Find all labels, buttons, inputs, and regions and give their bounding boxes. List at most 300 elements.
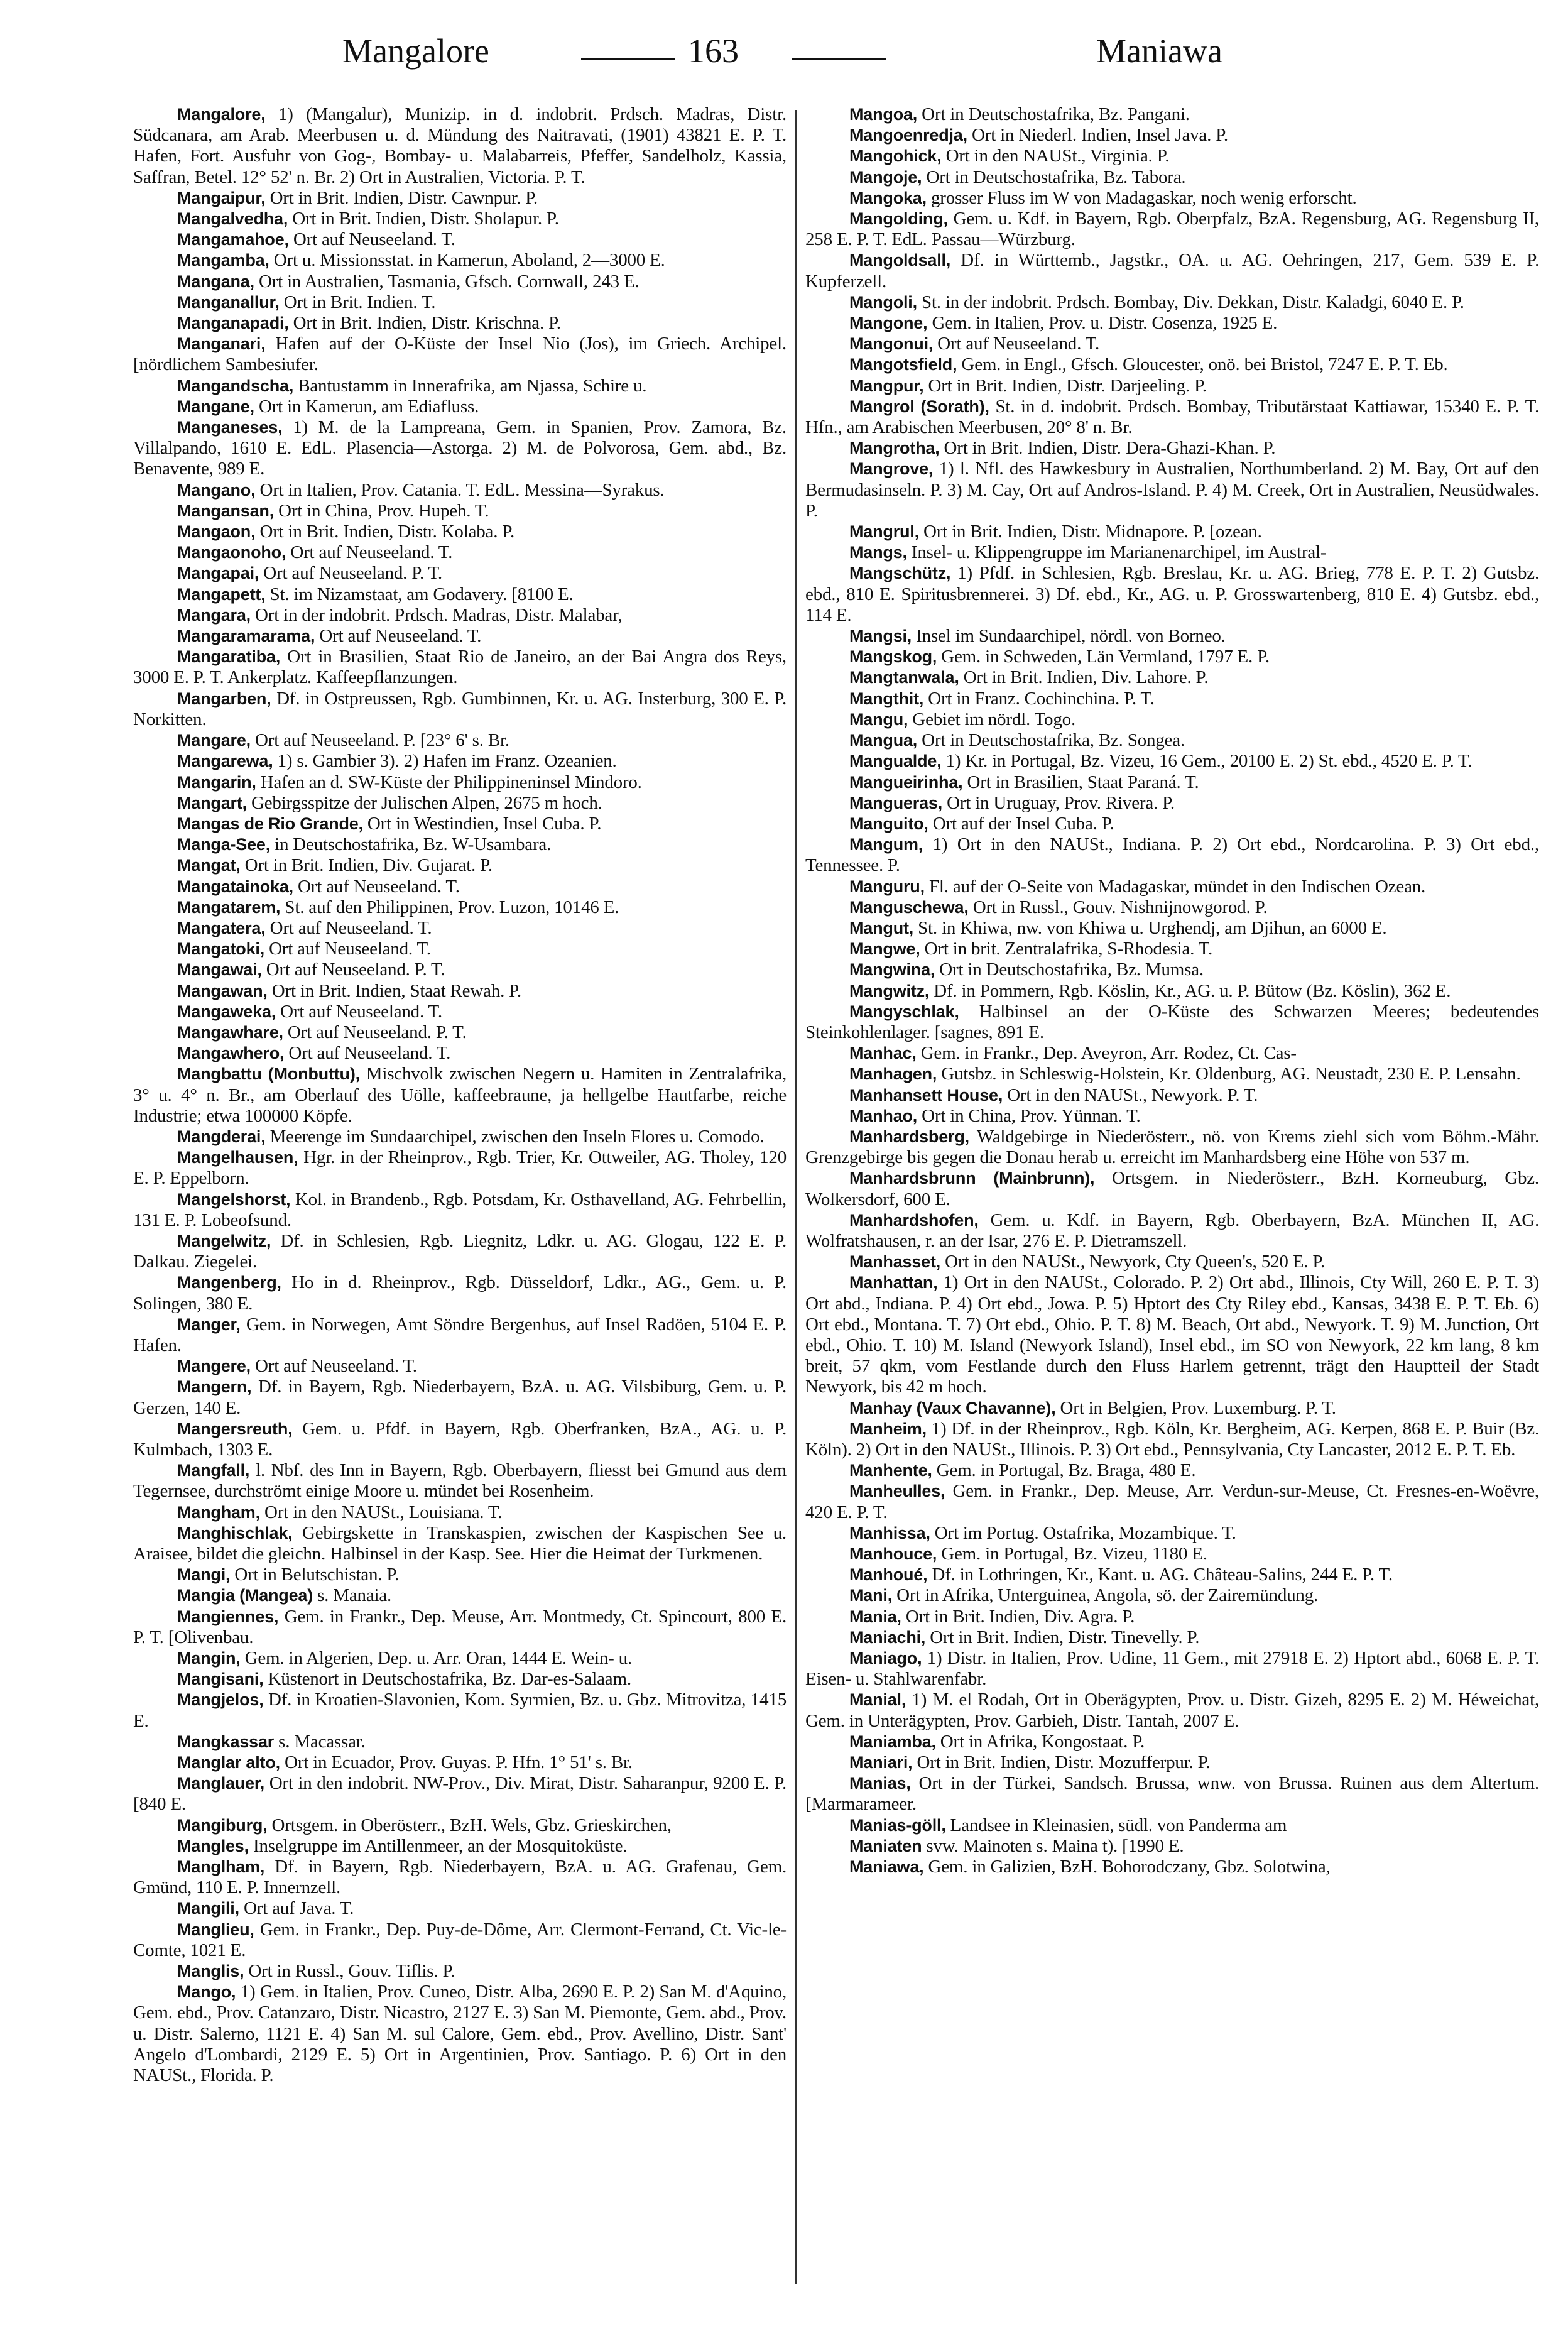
entry-headword: Mangatarem, — [177, 897, 281, 917]
entry-headword: Mangare, — [177, 731, 251, 750]
entry-text: Kol. in Brandenb., Rgb. Potsdam, Kr. Osthavelland, AG. Fehrbellin, 131 E. P. Lobeofsund. — [133, 1189, 787, 1230]
gazetteer-entry — [805, 209, 1539, 250]
entry-text: Gem. in Algerien, Dep. u. Arr. Oran, 1444 E. Wein- u. — [240, 1648, 632, 1669]
entry-text: Hafen an d. SW-Küste der Philippineninsel Mindoro. — [256, 772, 642, 792]
entry-headword: Manglauer, — [177, 1774, 265, 1793]
gazetteer-entry — [133, 1773, 787, 1815]
gazetteer-entry — [133, 1982, 787, 2086]
gazetteer-entry — [133, 1585, 787, 1606]
gazetteer-entry — [133, 626, 787, 647]
entry-text: Gem. in Schweden, Län Vermland, 1797 E. P. — [937, 647, 1270, 667]
gazetteer-entry — [805, 292, 1539, 313]
gazetteer-entry — [805, 877, 1539, 897]
entry-headword: Mangs, — [849, 543, 907, 562]
gazetteer-entry — [805, 1106, 1539, 1127]
entry-text: Ort auf Neuseeland. P. [23° 6' s. Br. — [250, 730, 509, 751]
gazetteer-entry — [805, 563, 1539, 626]
entry-text: Ort in Deutschostafrika, Bz. Songea. — [917, 730, 1185, 751]
entry-text: Ort auf Neuseeland. P. T. — [259, 563, 442, 584]
entry-text: Gem. u. Pfdf. in Bayern, Rgb. Oberfranken, BzA., AG. u. P. Kulmbach, 1303 E. — [133, 1418, 787, 1460]
entry-text: Gem. in Frankr., Dep. Puy-de-Dôme, Arr. Clermont-Ferrand, Ct. Vic-le-Comte, 1021 E. — [133, 1919, 787, 1960]
entry-text: Ort in Deutschostafrika, Bz. Pangani. — [917, 104, 1190, 124]
gazetteer-entry — [133, 1732, 787, 1752]
entry-text: Ort in brit. Zentralafrika, S-Rhodesia. T. — [920, 939, 1213, 959]
gazetteer-entry — [133, 689, 787, 730]
entry-text: Mischvolk zwischen Negern u. Hamiten in Zentralafrika, 3° u. 4° n. Br., am Oberlauf des Uölle, kaffeebraune, ja hellgelbe Hautfarbe, reiche Industrie; etwa 100000 Köpfe. — [133, 1064, 787, 1126]
gazetteer-entry — [133, 1231, 787, 1272]
entry-headword: Mangua, — [849, 731, 918, 750]
entry-text: Ort auf der Insel Cuba. P. — [928, 813, 1114, 834]
header-rule — [792, 58, 886, 60]
gazetteer-entry — [805, 459, 1539, 522]
entry-text: Insel- u. Klippengruppe im Marianenarchipel, im Austral- — [906, 542, 1327, 563]
entry-text: Ort in Brasilien, Staat Paraná. T. — [962, 772, 1199, 792]
entry-headword: Manhac, — [849, 1044, 917, 1063]
entry-text: St. in d. indobrit. Prdsch. Bombay, Tributärstaat Kattiawar, 15340 E. P. T. Hfn., am Arabischen Meerbusen, 20° 8' n. Br. — [805, 396, 1539, 438]
entry-text: Ort in den NAUSt., Newyork. P. T. — [1003, 1084, 1258, 1105]
gazetteer-entry — [133, 1064, 787, 1127]
entry-headword: Mangfall, — [177, 1461, 250, 1480]
entry-text: Gem. in Portugal, Bz. Vizeu, 1180 E. — [937, 1544, 1207, 1565]
entry-headword: Mangaweka, — [177, 1002, 276, 1021]
entry-headword: Mangisani, — [177, 1669, 264, 1689]
entry-text: Gebiet im nördl. Togo. — [908, 709, 1075, 729]
gazetteer-entry — [133, 814, 787, 834]
entry-headword: Mangamba, — [177, 251, 270, 270]
entry-headword: Manias, — [849, 1774, 911, 1793]
gazetteer-entry — [133, 959, 787, 980]
entry-text: Ort in den NAUSt., Newyork, Cty Queen's, 520 E. P. — [940, 1252, 1326, 1272]
entry-text: 1) l. Nfl. des Hawkesbury in Australien, Northumberland. 2) M. Bay, Ort auf den Bermudasinseln. P. 3) M. Cay, Ort auf Andros-Island. P. 4) M. Creek, Ort in Australien, Neusüdwales. P. — [805, 459, 1539, 521]
entry-headword: Manglieu, — [177, 1920, 254, 1939]
gazetteer-entry — [805, 1002, 1539, 1043]
entry-headword: Mangut, — [849, 918, 914, 937]
entry-headword: Mangamahoe, — [177, 230, 289, 249]
entry-headword: Maniaten — [849, 1836, 922, 1855]
gazetteer-entry — [805, 1064, 1539, 1084]
entry-headword: Mangskog, — [849, 647, 937, 667]
entry-text: Ort auf Neuseeland. T. — [286, 542, 453, 563]
gazetteer-entry — [805, 1585, 1539, 1606]
entry-text: Gem. in Galizien, BzH. Bohorodczany, Gbz. Solotwina, — [923, 1857, 1331, 1877]
entry-headword: Mangarewa, — [177, 751, 273, 771]
entry-text: Ort in Russl., Gouv. Nishnijnowgorod. P. — [968, 897, 1268, 917]
entry-text: Bantustamm in Innerafrika, am Njassa, Schire u. — [293, 375, 647, 396]
entry-headword: Mangatoki, — [177, 939, 265, 959]
gazetteer-entry — [805, 1815, 1539, 1836]
gazetteer-entry — [133, 1815, 787, 1836]
gazetteer-entry — [133, 1272, 787, 1314]
entry-headword: Mangatera, — [177, 918, 266, 937]
running-head-left: Mangalore — [342, 32, 489, 70]
entry-headword: Mangansan, — [177, 501, 275, 520]
gazetteer-entry — [805, 751, 1539, 772]
entry-headword: Mangotsfield, — [849, 355, 957, 374]
entry-headword: Mangiburg, — [177, 1815, 268, 1835]
gazetteer-entry — [805, 626, 1539, 647]
gazetteer-entry — [805, 1773, 1539, 1815]
gazetteer-entry — [133, 104, 787, 188]
entry-text: Ort auf Neuseeland. T. — [250, 1356, 417, 1377]
entry-text: Gebirgskette in Transkaspien, zwischen der Kaspischen See u. Araisee, bildet die gleichn. Halbinsel in der Kasp. See. Hier die Heimat der Turkmenen. — [133, 1522, 787, 1565]
gazetteer-entry — [805, 834, 1539, 876]
entry-headword: Manguschewa, — [849, 897, 969, 917]
gazetteer-entry — [805, 959, 1539, 980]
gazetteer-entry — [133, 1669, 787, 1690]
gazetteer-entry — [805, 1690, 1539, 1731]
gazetteer-entry — [133, 376, 787, 396]
gazetteer-entry — [133, 730, 787, 751]
entry-text: 1) Kr. in Portugal, Bz. Vizeu, 16 Gem., 20100 E. 2) St. ebd., 4520 E. P. T. — [941, 751, 1473, 772]
entry-text: Insel im Sundaarchipel, nördl. von Borneo. — [912, 626, 1226, 647]
gazetteer-entry — [133, 334, 787, 375]
gazetteer-entry — [805, 146, 1539, 167]
gazetteer-entry — [805, 1043, 1539, 1064]
entry-headword: Mangapett, — [177, 584, 266, 604]
entry-headword: Mangonui, — [849, 334, 934, 354]
gazetteer-entry — [133, 417, 787, 480]
gazetteer-entry — [133, 188, 787, 209]
gazetteer-entry — [805, 1857, 1539, 1877]
entry-headword: Mani, — [849, 1586, 893, 1605]
gazetteer-entry — [805, 689, 1539, 709]
entry-headword: Mangawan, — [177, 981, 268, 1000]
entry-text: Landsee in Kleinasien, südl. von Panderma am — [945, 1815, 1287, 1835]
entry-headword: Mangoa, — [849, 105, 918, 124]
entry-text: Ort auf Neuseeland. T. — [276, 1001, 442, 1022]
entry-headword: Mangili, — [177, 1899, 239, 1918]
entry-headword: Mangoenredja, — [849, 126, 967, 145]
gazetteer-entry — [805, 1544, 1539, 1565]
entry-text: Waldgebirge in Niederösterr., nö. von Krems ziehl sich vom Böhm.-Mähr. Grenzgebirge bis gegen die Donau herab u. erreicht im Manhardsberg eine Höhe von 537 m. — [805, 1126, 1539, 1168]
entry-text: Ort auf Neuseeland. T. — [284, 1043, 451, 1064]
entry-text: Ort in Brasilien, Staat Rio de Janeiro, an der Bai Angra dos Reys, 3000 E. P. T. Ankerplatz. Kaffeepflanzungen. — [133, 647, 787, 688]
entry-headword: Manhente, — [849, 1461, 932, 1480]
gazetteer-entry — [805, 1085, 1539, 1106]
entry-text: Ort in der Türkei, Sandsch. Brussa, wnw. von Brussa. Ruinen aus dem Altertum. [Marmarameer. — [805, 1773, 1539, 1815]
gazetteer-entry — [805, 1627, 1539, 1648]
entry-text: Ort in Brit. Indien, Div. Agra. P. — [901, 1606, 1135, 1627]
entry-headword: Mangia (Mangea) — [177, 1586, 313, 1605]
entry-headword: Maniari, — [849, 1753, 913, 1772]
entry-text: Ort in China, Prov. Yünnan. T. — [917, 1105, 1141, 1126]
entry-headword: Mangelhausen, — [177, 1148, 298, 1167]
gazetteer-entry — [805, 334, 1539, 354]
entry-headword: Mangane, — [177, 396, 254, 416]
gazetteer-entry — [133, 834, 787, 855]
gazetteer-entry — [133, 584, 787, 605]
gazetteer-entry — [805, 167, 1539, 188]
entry-headword: Mangwitz, — [849, 981, 930, 1000]
entry-headword: Manhattan, — [849, 1273, 938, 1292]
gazetteer-entry — [805, 1168, 1539, 1210]
entry-text: St. im Nizamstaat, am Godavery. [8100 E. — [265, 584, 574, 604]
entry-headword: Mangueirinha, — [849, 772, 963, 792]
gazetteer-entry — [133, 1189, 787, 1231]
entry-text: Ort in Italien, Prov. Catania. T. EdL. Messina—Syrakus. — [255, 479, 665, 500]
gazetteer-entry — [805, 1732, 1539, 1752]
entry-text: Df. in Schlesien, Rgb. Liegnitz, Ldkr. u. AG. Glogau, 122 E. P. Dalkau. Ziegelei. — [133, 1230, 787, 1272]
gazetteer-entry — [133, 1898, 787, 1919]
entry-headword: Mangthit, — [849, 689, 924, 708]
entry-headword: Mangern, — [177, 1377, 252, 1397]
entry-headword: Mangalvedha, — [177, 209, 288, 229]
entry-headword: Mangandscha, — [177, 376, 294, 395]
entry-text: Ort in Australien, Tasmania, Gfsch. Cornwall, 243 E. — [254, 271, 640, 292]
gazetteer-entry — [805, 1481, 1539, 1522]
entry-headword: Mangalore, — [177, 105, 266, 124]
gazetteer-entry — [805, 1607, 1539, 1627]
entry-text: svw. Mainoten s. Maina t). [1990 E. — [922, 1835, 1184, 1856]
entry-headword: Mangoka, — [849, 188, 927, 207]
entry-text: Gem. in Norwegen, Amt Söndre Bergenhus, auf Insel Radöen, 5104 E. P. Hafen. — [133, 1314, 787, 1355]
entry-headword: Mangenberg, — [177, 1273, 281, 1292]
entry-text: St. auf den Philippinen, Prov. Luzon, 10146 E. — [280, 897, 619, 917]
entry-headword: Manganeses, — [177, 418, 283, 437]
entry-text: Inselgruppe im Antillenmeer, an der Mosquitoküste. — [248, 1835, 628, 1856]
entry-text: Gem. u. Kdf. in Bayern, Rgb. Oberpfalz, BzA. Regensburg, AG. Regensburg II, 258 E. P. T. EdL. Passau—Würzburg. — [805, 209, 1539, 250]
entry-headword: Mangu, — [849, 709, 908, 729]
gazetteer-entry — [805, 438, 1539, 459]
entry-headword: Manhansett House, — [849, 1085, 1003, 1105]
entry-text: l. Nbf. des Inn in Bayern, Rgb. Oberbayern, fliesst bei Gmund aus dem Tegernsee, durchströmt einige Moore u. mündet bei Rosenheim. — [133, 1460, 787, 1502]
entry-text: 1) M. de la Lampreana, Gem. in Spanien, Prov. Zamora, Bz. Villalpando, 1610 E. EdL. Plasencia—Astorga. 2) M. de Polvorosa, Gem. abd., Bz. Benavente, 989 E. — [133, 417, 787, 479]
gazetteer-entry — [805, 667, 1539, 688]
entry-headword: Mangpur, — [849, 376, 924, 395]
entry-headword: Mangtanwala, — [849, 668, 959, 687]
entry-headword: Mangaipur, — [177, 188, 266, 207]
entry-text: Ort in Brit. Indien, Staat Rewah. P. — [267, 980, 521, 1001]
entry-text: 1) Distr. in Italien, Prov. Udine, 11 Gem., mit 27918 E. 2) Hptort abd., 6068 E. P. T. Eisen- u. Stahlwarenfabr. — [805, 1648, 1539, 1690]
entry-text: Gem. in Engl., Gfsch. Gloucester, onö. bei Bristol, 7247 E. P. T. Eb. — [957, 354, 1448, 375]
gazetteer-entry — [133, 1523, 787, 1565]
gazetteer-entry — [805, 772, 1539, 793]
gazetteer-entry — [133, 522, 787, 542]
entry-text: grosser Fluss im W von Madagaskar, noch wenig erforscht. — [926, 187, 1357, 208]
entry-text: Hafen auf der O-Küste der Insel Nio (Jos), im Griech. Archipel. [nördlichem Sambesiufer. — [133, 334, 787, 375]
gazetteer-entry — [805, 313, 1539, 334]
entry-text: in Deutschostafrika, Bz. W-Usambara. — [270, 834, 552, 855]
entry-text: Gutsbz. in Schleswig-Holstein, Kr. Oldenburg, AG. Neustadt, 230 E. P. Lensahn. — [937, 1064, 1521, 1084]
entry-text: St. in Khiwa, nw. von Khiwa u. Urghendj, am Djihun, an 6000 E. — [913, 917, 1387, 938]
gazetteer-entry — [133, 396, 787, 417]
entry-text: 1) M. el Rodah, Ort in Oberägypten, Prov. u. Distr. Gizeh, 8295 E. 2) M. Héweichat, Gem. in Unterägypten, Prov. Garbieh, Distr. Tantah, 2007 E. — [805, 1690, 1539, 1731]
gazetteer-entry — [133, 480, 787, 501]
entry-text: Gebirgsspitze der Julischen Alpen, 2675 m hoch. — [246, 792, 602, 813]
gazetteer-entry — [805, 396, 1539, 438]
entry-headword: Mangoldsall, — [849, 251, 951, 270]
entry-headword: Mangderai, — [177, 1127, 266, 1146]
entry-text: Ort in den NAUSt., Virginia. P. — [941, 146, 1170, 167]
entry-text: Df. in Ostpreussen, Rgb. Gumbinnen, Kr. u. AG. Insterburg, 300 E. P. Norkitten. — [133, 688, 787, 729]
gazetteer-entry — [133, 1690, 787, 1731]
gazetteer-entry — [805, 188, 1539, 209]
entry-text: Gem. in Frankr., Dep. Meuse, Arr. Montmedy, Ct. Spincourt, 800 E. P. T. [Olivenbau. — [133, 1606, 787, 1647]
entry-text: Ort in Brit. Indien, Distr. Sholapur. P. — [288, 209, 559, 229]
entry-text: Ort auf Neuseeland. P. T. — [283, 1022, 467, 1042]
gazetteer-entry — [133, 1460, 787, 1502]
gazetteer-entry — [133, 1857, 787, 1898]
entry-headword: Manheulles, — [849, 1482, 945, 1501]
entry-headword: Mania, — [849, 1607, 901, 1626]
entry-text: 1) Gem. in Italien, Prov. Cuneo, Distr. Alba, 2690 E. P. 2) San M. d'Aquino, Gem. ebd., Prov. Catanzaro, Distr. Nicastro, 2127 E. 3) San M. Piemonte, Gem. abd., Prov. u. Distr. Salerno, 1121 E. 4) San M. sul Calore, Gem. ebd., Prov. Avellino, Distr. Sant' Angelo d'Lombardi, 2129 E. 5) Ort in Argentinien, Prov. Santiago. P. 6) Ort in den NAUSt., Florida. P. — [133, 1982, 787, 2086]
gazetteer-entry — [805, 647, 1539, 667]
entry-headword: Mangawhero, — [177, 1044, 285, 1063]
entry-text: Meerenge im Sundaarchipel, zwischen den Inseln Flores u. Comodo. — [265, 1126, 765, 1147]
gazetteer-entry — [133, 605, 787, 626]
gazetteer-entry — [805, 354, 1539, 375]
entry-text: Ort in Brit. Indien, Distr. Cawnpur. P. — [265, 187, 538, 208]
entry-headword: Mangaonoho, — [177, 543, 286, 562]
entry-headword: Mangarin, — [177, 772, 256, 792]
entry-headword: Mangum, — [849, 835, 923, 855]
entry-headword: Manial, — [849, 1690, 906, 1710]
entry-text: Ort auf Neuseeland. T. — [288, 229, 455, 250]
entry-headword: Manhouce, — [849, 1544, 937, 1564]
gazetteer-entry — [133, 647, 787, 688]
gazetteer-entry — [805, 709, 1539, 730]
entry-text: Ort auf Neuseeland. T. — [264, 939, 431, 959]
gazetteer-entry — [805, 1752, 1539, 1773]
entry-text: Ort auf Neuseeland. T. — [315, 626, 482, 647]
entry-text: Ort in Belutschistan. P. — [230, 1565, 400, 1585]
header-rule — [581, 58, 675, 60]
entry-headword: Mangyschlak, — [849, 1002, 959, 1021]
gazetteer-entry — [805, 1210, 1539, 1252]
gazetteer-entry — [805, 897, 1539, 918]
entry-text: Ort auf Neuseeland. T. — [265, 917, 432, 938]
entry-text: Ort in Deutschostafrika, Bz. Mumsa. — [935, 959, 1204, 980]
gazetteer-entry — [133, 1752, 787, 1773]
entry-text: Ort in Brit. Indien, Distr. Mozufferpur. P. — [912, 1752, 1211, 1773]
gazetteer-entry — [805, 1272, 1539, 1397]
entry-headword: Mangwina, — [849, 960, 935, 980]
gazetteer-entry — [805, 1648, 1539, 1690]
gazetteer-entry — [805, 104, 1539, 125]
entry-text: Df. in Bayern, Rgb. Niederbayern, BzA. u. AG. Vilsbiburg, Gem. u. P. Gerzen, 140 E. — [133, 1377, 787, 1418]
gazetteer-entry — [133, 292, 787, 313]
entry-headword: Mangueras, — [849, 793, 943, 812]
entry-headword: Mangarben, — [177, 689, 271, 708]
entry-text: Ort in Deutschostafrika, Bz. Tabora. — [922, 167, 1186, 187]
gazetteer-entry — [805, 918, 1539, 939]
entry-headword: Mangrove, — [849, 459, 934, 479]
gazetteer-entry — [133, 1043, 787, 1064]
entry-text: Gem. in Frankr., Dep. Aveyron, Arr. Rodez, Ct. Cas- — [916, 1043, 1297, 1064]
gazetteer-entry — [805, 1252, 1539, 1272]
gazetteer-entry — [133, 1565, 787, 1585]
entry-text: Df. in Kroatien-Slavonien, Kom. Syrmien, Bz. u. Gbz. Mitrovitza, 1415 E. — [133, 1690, 787, 1731]
gazetteer-entry — [133, 250, 787, 271]
entry-headword: Mangelwitz, — [177, 1231, 271, 1250]
entry-headword: Mangawhare, — [177, 1022, 283, 1042]
gazetteer-entry — [133, 1377, 787, 1418]
entry-headword: Mangjelos, — [177, 1690, 264, 1710]
gazetteer-entry — [133, 1419, 787, 1460]
gazetteer-entry — [133, 1607, 787, 1648]
entry-text: Ort in Afrika, Unterguinea, Angola, sö. der Zairemündung. — [892, 1585, 1319, 1606]
entry-headword: Manhagen, — [849, 1064, 937, 1084]
gazetteer-entry — [805, 793, 1539, 814]
entry-headword: Manger, — [177, 1314, 241, 1334]
entry-headword: Mangatainoka, — [177, 877, 293, 896]
entry-headword: Mangles, — [177, 1836, 249, 1855]
entry-headword: Mangkassar — [177, 1732, 275, 1751]
entry-text: Ort in Ecuador, Prov. Guyas. P. Hfn. 1° 51' s. Br. — [280, 1752, 633, 1773]
entry-headword: Manganari, — [177, 334, 266, 354]
entry-text: 1) Ort in den NAUSt., Colorado. P. 2) Ort abd., Illinois, Cty Will, 260 E. P. T. 3) Ort abd., Indiana. P. 4) Ort ebd., Jowa. P. 5) Hptort des Cty Riley ebd., Kansas, 3438 E. P. T. Eb. 6) Ort ebd., Montana. T. 7) Ort ebd., Ohio. P. T. 8) M. Beach, Ort abd., Newyork. T. 9) M. Junction, Ort ebd., Ohio. T. 10) M. Island (Newyork Island), Insel ebd., im SO von Newyork, 22 km lang, 8 km breit, 57 qkm, vom Festlande durch den Fluss Harlem getrennt, trägt den Hauptteil der Stadt Newyork, bis 42 m hoch. — [805, 1272, 1539, 1397]
entry-text: Ort auf Neuseeland. T. — [293, 876, 460, 897]
page-header — [0, 25, 1568, 88]
entry-text: s. Macassar. — [274, 1731, 366, 1752]
gazetteer-entry — [133, 1502, 787, 1523]
entry-headword: Mangham, — [177, 1502, 260, 1522]
entry-headword: Maniamba, — [849, 1732, 936, 1751]
entry-headword: Mangohick, — [849, 146, 942, 166]
entry-headword: Mangaon, — [177, 522, 256, 542]
entry-text: 1) s. Gambier 3). 2) Hafen im Franz. Ozeanien. — [273, 751, 617, 772]
entry-text: Ort in Afrika, Kongostaat. P. — [935, 1731, 1145, 1752]
gazetteer-entry — [805, 981, 1539, 1002]
entry-text: Ort in den NAUSt., Louisiana. T. — [259, 1502, 503, 1522]
entry-text: Df. in Bayern, Rgb. Niederbayern, BzA. u. AG. Grafenau, Gem. Gmünd, 110 E. P. Innernzell. — [133, 1857, 787, 1898]
entry-text: Ort in Niederl. Indien, Insel Java. P. — [967, 125, 1228, 146]
right-column — [805, 104, 1539, 1877]
gazetteer-entry — [133, 501, 787, 522]
entry-text: Df. in Pommern, Rgb. Köslin, Kr., AG. u. P. Bütow (Bz. Köslin), 362 E. — [929, 980, 1451, 1001]
entry-headword: Manheim, — [849, 1419, 927, 1438]
entry-text: Fl. auf der O-Seite von Madagaskar, mündet in den Indischen Ozean. — [924, 876, 1426, 897]
entry-text: Ort u. Missionsstat. in Kamerun, Aboland, 2—3000 E. — [269, 250, 665, 271]
entry-headword: Mangart, — [177, 793, 247, 812]
gazetteer-entry — [805, 939, 1539, 959]
entry-text: Df. in Lothringen, Kr., Kant. u. AG. Château-Salins, 244 E. P. T. — [927, 1565, 1393, 1585]
entry-text: Ort in Brit. Indien, Distr. Darjeeling. P. — [923, 375, 1207, 396]
entry-headword: Mangualde, — [849, 751, 942, 771]
entry-text: 1) Ort in den NAUSt., Indiana. P. 2) Ort ebd., Nordcarolina. P. 3) Ort ebd., Tennessee. P. — [805, 834, 1539, 876]
entry-text: Ort auf Neuseeland. P. T. — [261, 959, 445, 980]
entry-text: Ort in China, Prov. Hupeh. T. — [274, 500, 489, 521]
entry-headword: Mangolding, — [849, 209, 948, 229]
gazetteer-entry — [805, 1565, 1539, 1585]
gazetteer-entry — [133, 877, 787, 897]
entry-text: Ort in Brit. Indien, Div. Gujarat. P. — [240, 855, 493, 876]
entry-headword: Mangoje, — [849, 167, 922, 187]
gazetteer-entry — [133, 1920, 787, 1961]
entry-headword: Mangrol (Sorath), — [849, 396, 989, 416]
entry-text: Ort in Kamerun, am Ediafluss. — [254, 396, 479, 417]
entry-headword: Manhao, — [849, 1106, 918, 1125]
entry-text: Ortsgem. in Oberösterr., BzH. Wels, Gbz. Grieskirchen, — [267, 1815, 672, 1835]
gazetteer-entry — [805, 250, 1539, 292]
entry-headword: Manias-göll, — [849, 1815, 946, 1835]
entry-headword: Manganapadi, — [177, 314, 289, 333]
entry-headword: Manga-See, — [177, 835, 271, 855]
entry-text: Ort in Uruguay, Prov. Rivera. P. — [942, 792, 1175, 813]
entry-text: Gem. in Portugal, Bz. Braga, 480 E. — [932, 1460, 1196, 1481]
entry-headword: Mangara, — [177, 605, 251, 625]
gazetteer-entry — [133, 918, 787, 939]
gazetteer-entry — [805, 125, 1539, 146]
entry-headword: Mangrul, — [849, 522, 919, 542]
gazetteer-entry — [133, 981, 787, 1002]
gazetteer-entry — [133, 271, 787, 292]
column-divider — [795, 110, 797, 2284]
entry-text: Hgr. in der Rheinprov., Rgb. Trier, Kr. Ottweiler, AG. Tholey, 120 E. P. Eppelborn. — [133, 1147, 787, 1189]
entry-text: Ort in Belgien, Prov. Luxemburg. P. T. — [1055, 1397, 1336, 1418]
gazetteer-entry — [133, 1314, 787, 1356]
entry-text: Halbinsel an der O-Küste des Schwarzen Meeres; bedeutendes Steinkohlenlager. [sagnes, 891 E. — [805, 1001, 1539, 1042]
